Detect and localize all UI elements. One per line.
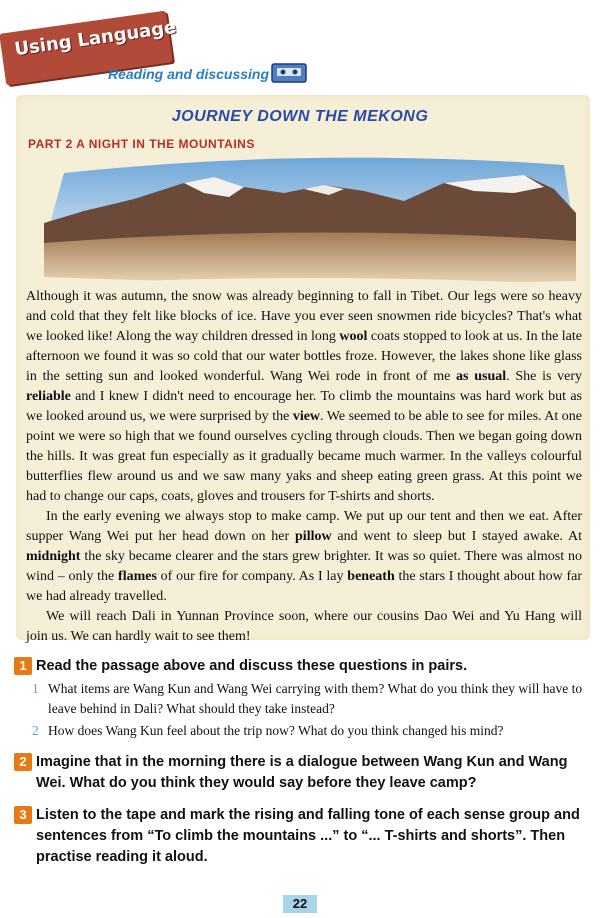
question-number-badge: 1	[14, 657, 32, 675]
vocab-word: flames	[118, 569, 157, 584]
paragraph-1: Although it was autumn, the snow was already beginning to fall in Tibet. Our legs were so heavy and cold that they felt like blocks of ice. Have you ever seen snowmen ride bicycles? That's what we looked like! Along the way children dressed in long wool coats stopped to look at us. In the late afternoon we found it was so cold that our water bottles froze. However, the lakes shone like glass in the setting sun and looked wonderful. Wang Wei rode in front of me as usual. She is very reliable and I knew I didn't need to encourage her. To climb the mountains was hard work but as we looked around us, we were surprised by the view. We seemed to be able to see for miles. At one point we were so high that we found ourselves cycling through clouds. Then we began going down the hills. It was great fun especially as it gradually became much warmer. In the valleys colourful butterflies flew around us and we saw many yaks and sheep eating green grass. At this point we had to change our caps, coats, gloves and trousers for T-shirts and shorts.	[26, 289, 583, 504]
mountain-landscape-image	[44, 153, 576, 285]
vocab-word: beneath	[347, 569, 395, 584]
question-text: Listen to the tape and mark the rising and falling tone of each sense group and sentences from “To climb the mountains ...” to “... T-shirts and shorts”. Then practise reading it aloud.	[36, 807, 580, 865]
vocab-word: as usual	[456, 369, 507, 384]
question-text: Imagine that in the morning there is a dialogue between Wang Kun and Wang Wei. What do you think they would say before they leave camp?	[36, 754, 568, 791]
question-number-badge: 2	[14, 753, 32, 771]
paragraph-2: In the early evening we always stop to make camp. We put up our tent and then we eat. After supper Wang Wei put her head down on her pillow and went to sleep but I stayed awake. At midnight the sky became clearer and the stars grew brighter. It was so quiet. There was almost no wind – only the flames of our fire for company. As I lay beneath the stars I thought about how far we had already travelled.	[26, 509, 582, 604]
question-number-badge: 3	[14, 806, 32, 824]
article-body	[26, 287, 582, 647]
article-part-heading: PART 2 A NIGHT IN THE MOUNTAINS	[28, 137, 255, 151]
question-3	[14, 805, 590, 868]
question-2	[14, 752, 590, 794]
article-title: JOURNEY DOWN THE MEKONG	[171, 108, 429, 125]
page-number: 22	[283, 895, 317, 913]
vocab-word: wool	[339, 329, 368, 344]
paragraph-3: We will reach Dali in Yunnan Province soon, where our cousins Dao Wei and Yu Hang will join us. We can hardly wait to see them!	[26, 609, 582, 644]
question-1	[14, 656, 590, 741]
vocab-word: view	[292, 409, 321, 424]
question-text: Read the passage above and discuss these questions in pairs.	[36, 658, 468, 674]
section-banner-title: Using Language	[13, 16, 178, 61]
vocab-word: reliable	[26, 389, 71, 404]
sub-question: 1 What items are Wang Kun and Wang Wei carrying with them? What do you think they will have to leave behind in Dali? What should they take instead?	[32, 681, 583, 716]
vocab-word: pillow	[295, 529, 332, 544]
cassette-tape-icon	[271, 63, 307, 83]
vocab-word: midnight	[26, 549, 81, 564]
sub-question: 2 How does Wang Kun feel about the trip now? What do you think changed his mind?	[32, 723, 504, 738]
section-subtitle: Reading and discussing	[108, 66, 270, 82]
